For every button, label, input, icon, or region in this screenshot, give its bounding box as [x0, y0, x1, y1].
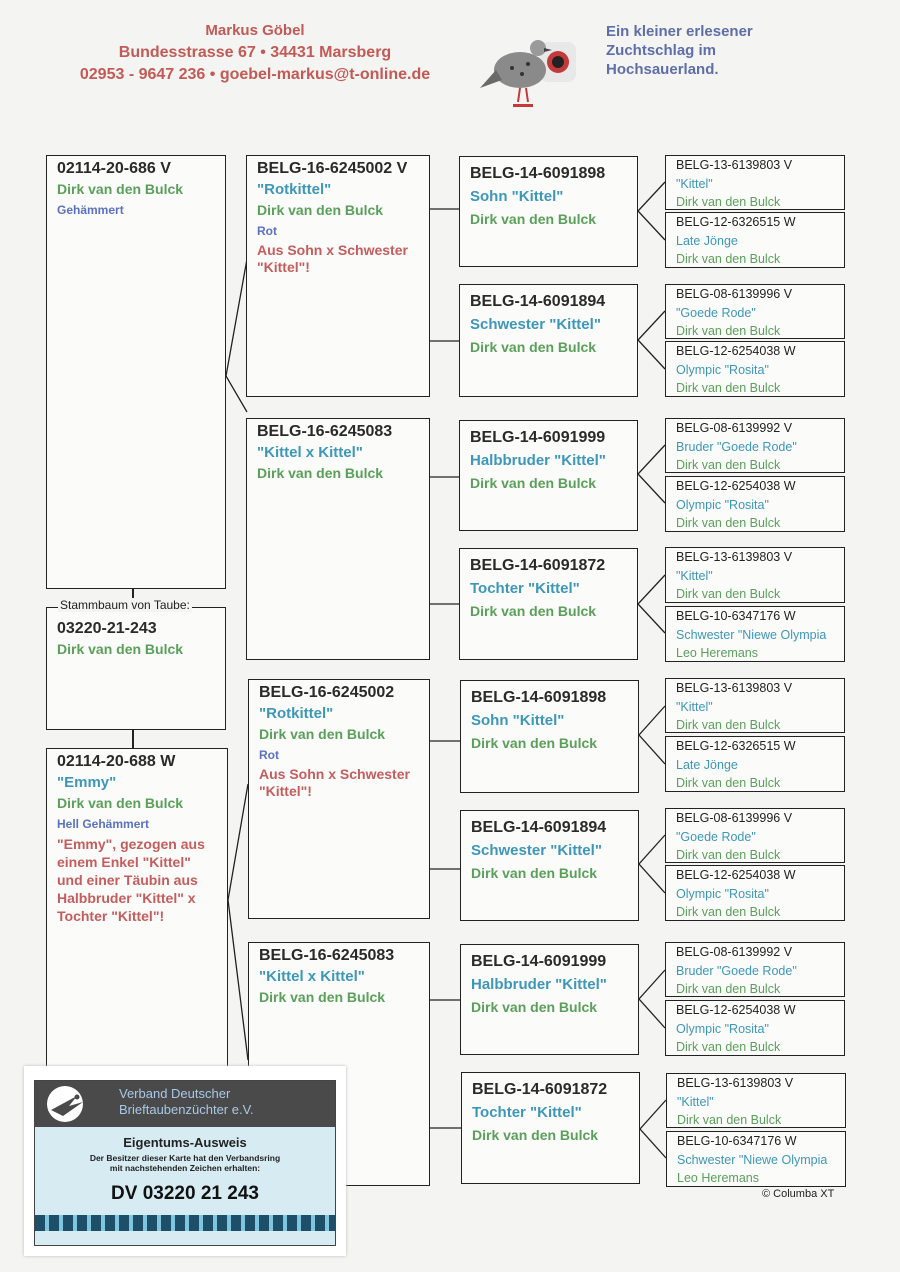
- ancestor-breeder: Dirk van den Bulck: [676, 516, 781, 530]
- dam-sire-ring: BELG-16-6245002: [259, 684, 395, 701]
- ancestor-breeder: Dirk van den Bulck: [676, 587, 781, 601]
- ownership-card-inner: [34, 1080, 336, 1246]
- ancestor-ring: BELG-13-6139803 V: [676, 158, 793, 172]
- ancestor-breeder: Dirk van den Bulck: [676, 252, 781, 266]
- ancestor-small-box: [666, 1073, 846, 1128]
- ancestor-ring: BELG-14-6091894: [470, 293, 606, 310]
- slogan-line-3: Hochsauerland.: [606, 61, 719, 78]
- ancestor-nickname: Late Jönge: [676, 233, 738, 248]
- sire-breeder: Dirk van den Bulck: [57, 181, 184, 197]
- ancestor-ring: BELG-10-6347176 W: [676, 609, 796, 623]
- sire-dam-box: [246, 418, 430, 660]
- dam-note: Halbbruder "Kittel" x: [57, 890, 196, 906]
- ancestor-small-box: [665, 1000, 845, 1056]
- slogan: [606, 22, 806, 79]
- ancestor-breeder: Dirk van den Bulck: [472, 1127, 599, 1143]
- sire-dam-nickname: "Kittel x Kittel": [257, 444, 363, 461]
- ancestor-ring: BELG-13-6139803 V: [677, 1076, 794, 1090]
- ancestor-breeder: Dirk van den Bulck: [676, 195, 781, 209]
- ancestor-breeder: Leo Heremans: [677, 1171, 759, 1185]
- ancestor-ring: BELG-14-6091898: [471, 689, 607, 706]
- card-ring-id: DV 03220 21 243: [111, 1183, 259, 1204]
- card-text: [35, 1153, 335, 1173]
- ancestor-breeder: Dirk van den Bulck: [676, 458, 781, 472]
- card-text-line: Der Besitzer dieser Karte hat den Verbandsring: [89, 1153, 281, 1163]
- ancestor-small-box: [665, 942, 845, 997]
- subject-box: [46, 607, 226, 730]
- ancestor-nickname: Olympic "Rosita": [676, 1021, 769, 1036]
- ancestor-breeder: Dirk van den Bulck: [471, 999, 598, 1015]
- dam-sire-note: Aus Sohn x Schwester: [259, 766, 410, 782]
- card-header-bar: [35, 1081, 335, 1127]
- sire-sire-breeder: Dirk van den Bulck: [257, 202, 384, 218]
- dam-note: und einer Täubin aus: [57, 872, 198, 888]
- ancestor-small-box: [665, 678, 845, 733]
- ancestor-breeder: Dirk van den Bulck: [676, 776, 781, 790]
- ancestor-ring: BELG-12-6254038 W: [676, 1003, 796, 1017]
- sire-ring: 02114-20-686 V: [57, 160, 171, 177]
- dove-logo-icon: [43, 1084, 103, 1124]
- ancestor-ring: BELG-12-6254038 W: [676, 868, 796, 882]
- sire-dam-breeder: Dirk van den Bulck: [257, 465, 384, 481]
- ancestor-small-box: [665, 808, 845, 863]
- sire-sire-note: Aus Sohn x Schwester: [257, 242, 408, 258]
- dam-sire-note: "Kittel"!: [259, 783, 312, 799]
- ancestor-nickname: Bruder "Goede Rode": [676, 963, 797, 978]
- ancestor-breeder: Dirk van den Bulck: [676, 848, 781, 862]
- ancestor-small-box: [666, 1131, 846, 1187]
- ancestor-nickname: Schwester "Niewe Olympia: [676, 627, 827, 642]
- ancestor-box: [459, 420, 638, 531]
- breeder-address: Bundesstrasse 67 • 34431 Marsberg: [118, 44, 392, 61]
- ancestor-ring: BELG-14-6091872: [470, 557, 606, 574]
- ancestor-ring: BELG-14-6091872: [472, 1081, 608, 1098]
- ancestor-nickname: Bruder "Goede Rode": [676, 439, 797, 454]
- ancestor-breeder: Dirk van den Bulck: [676, 1040, 781, 1054]
- sire-sire-ring: BELG-16-6245002 V: [257, 160, 408, 177]
- ancestor-breeder: Dirk van den Bulck: [470, 475, 597, 491]
- ancestor-small-box: [665, 865, 845, 921]
- ancestor-ring: BELG-08-6139992 V: [676, 945, 793, 959]
- sire-sire-nickname: "Rotkittel": [257, 181, 332, 198]
- breeder-contact: 02953 - 9647 236 • goebel-markus@t-online.de: [79, 66, 431, 83]
- ancestor-nickname: "Goede Rode": [676, 305, 756, 320]
- breeder-name: Markus Göbel: [205, 22, 305, 39]
- sire-sire-box: [246, 155, 430, 397]
- ancestor-nickname: Halbbruder "Kittel": [470, 452, 606, 469]
- sire-color: Gehämmert: [57, 203, 124, 217]
- dam-color: Hell Gehämmert: [57, 817, 150, 831]
- dam-dam-breeder: Dirk van den Bulck: [259, 989, 386, 1005]
- ancestor-nickname: Tochter "Kittel": [470, 580, 580, 597]
- dam-ring: 02114-20-688 W: [57, 753, 176, 770]
- pigeon-logo-icon: [478, 18, 578, 120]
- ancestor-nickname: Schwester "Kittel": [470, 316, 601, 333]
- card-pattern-band: [35, 1215, 335, 1231]
- ancestor-nickname: "Kittel": [676, 699, 713, 714]
- ancestor-small-box: [665, 155, 845, 210]
- card-text-line: mit nachstehenden Zeichen erhalten:: [109, 1163, 261, 1173]
- slogan-line-2: Zuchtschlag im: [606, 42, 717, 59]
- ancestor-small-box: [665, 606, 845, 662]
- ancestor-nickname: Sohn "Kittel": [471, 712, 565, 729]
- dam-sire-nickname: "Rotkittel": [259, 705, 334, 722]
- card-org-line: Verband Deutscher: [119, 1086, 231, 1101]
- ancestor-nickname: "Kittel": [677, 1094, 714, 1109]
- ancestor-nickname: Late Jönge: [676, 757, 738, 772]
- ancestor-box: [459, 284, 638, 397]
- ancestor-ring: BELG-14-6091999: [470, 429, 606, 446]
- sire-box: [46, 155, 226, 589]
- copyright-notice: © Columba XT: [762, 1188, 835, 1200]
- ancestor-ring: BELG-12-6254038 W: [676, 344, 796, 358]
- ancestor-nickname: Sohn "Kittel": [470, 188, 564, 205]
- ancestor-ring: BELG-14-6091999: [471, 953, 607, 970]
- dam-note: Tochter "Kittel"!: [57, 908, 165, 924]
- ancestor-ring: BELG-14-6091894: [471, 819, 607, 836]
- ownership-card: [24, 1066, 346, 1256]
- ancestor-nickname: "Kittel": [676, 176, 713, 191]
- dam-sire-color: Rot: [259, 748, 279, 762]
- ancestor-breeder: Dirk van den Bulck: [470, 603, 597, 619]
- dam-note: "Emmy", gezogen aus: [57, 836, 205, 852]
- dam-nickname: "Emmy": [57, 774, 117, 791]
- sire-sire-color: Rot: [257, 224, 277, 238]
- breeder-contact-header: [40, 20, 470, 86]
- ancestor-ring: BELG-12-6326515 W: [676, 739, 796, 753]
- ancestor-ring: BELG-08-6139996 V: [676, 287, 793, 301]
- connector-line: [132, 729, 134, 749]
- ancestor-box: [460, 944, 639, 1055]
- ancestor-box: [459, 548, 638, 660]
- ancestor-breeder: Leo Heremans: [676, 646, 758, 660]
- ancestor-breeder: Dirk van den Bulck: [676, 381, 781, 395]
- ancestor-breeder: Dirk van den Bulck: [676, 982, 781, 996]
- ancestor-nickname: "Goede Rode": [676, 829, 756, 844]
- ancestor-ring: BELG-08-6139996 V: [676, 811, 793, 825]
- dam-dam-nickname: "Kittel x Kittel": [259, 968, 365, 985]
- ancestor-box: [460, 680, 639, 793]
- ancestor-breeder: Dirk van den Bulck: [471, 865, 598, 881]
- ancestor-nickname: Schwester "Kittel": [471, 842, 602, 859]
- dam-sire-box: [248, 679, 430, 919]
- dam-breeder: Dirk van den Bulck: [57, 795, 184, 811]
- slogan-line-1: Ein kleiner erlesener: [606, 23, 753, 40]
- ancestor-small-box: [665, 212, 845, 268]
- ancestor-ring: BELG-12-6326515 W: [676, 215, 796, 229]
- ancestor-breeder: Dirk van den Bulck: [676, 905, 781, 919]
- ancestor-box: [460, 810, 639, 921]
- card-title: Eigentums-Ausweis: [123, 1135, 247, 1150]
- ancestor-small-box: [665, 284, 845, 339]
- ancestor-nickname: "Kittel": [676, 568, 713, 583]
- ancestor-box: [459, 156, 638, 267]
- ancestor-nickname: Schwester "Niewe Olympia: [677, 1152, 828, 1167]
- ancestor-breeder: Dirk van den Bulck: [676, 718, 781, 732]
- ancestor-small-box: [665, 476, 845, 532]
- ancestor-ring: BELG-12-6254038 W: [676, 479, 796, 493]
- ancestor-nickname: Tochter "Kittel": [472, 1104, 582, 1121]
- ancestor-breeder: Dirk van den Bulck: [470, 211, 597, 227]
- ancestor-nickname: Halbbruder "Kittel": [471, 976, 607, 993]
- dam-dam-ring: BELG-16-6245083: [259, 947, 395, 964]
- pedigree-label: Stammbaum von Taube:: [60, 598, 190, 612]
- ancestor-small-box: [665, 736, 845, 792]
- card-org-line: Brieftaubenzüchter e.V.: [119, 1102, 254, 1117]
- dam-note: einem Enkel "Kittel": [57, 854, 191, 870]
- sire-dam-ring: BELG-16-6245083: [257, 423, 393, 440]
- sire-sire-note: "Kittel"!: [257, 259, 310, 275]
- subject-ring: 03220-21-243: [57, 620, 157, 637]
- ancestor-small-box: [665, 418, 845, 473]
- dam-sire-breeder: Dirk van den Bulck: [259, 726, 386, 742]
- ancestor-nickname: Olympic "Rosita": [676, 497, 769, 512]
- ancestor-breeder: Dirk van den Bulck: [470, 339, 597, 355]
- ancestor-ring: BELG-14-6091898: [470, 165, 606, 182]
- ancestor-ring: BELG-13-6139803 V: [676, 681, 793, 695]
- dam-box: [46, 748, 228, 1070]
- ancestor-ring: BELG-10-6347176 W: [677, 1134, 797, 1148]
- ancestor-small-box: [665, 341, 845, 397]
- ancestor-box: [461, 1072, 640, 1184]
- ancestor-breeder: Dirk van den Bulck: [677, 1113, 782, 1127]
- ancestor-nickname: Olympic "Rosita": [676, 886, 769, 901]
- ancestor-ring: BELG-13-6139803 V: [676, 550, 793, 564]
- ancestor-small-box: [665, 547, 845, 603]
- ancestor-ring: BELG-08-6139992 V: [676, 421, 793, 435]
- subject-breeder: Dirk van den Bulck: [57, 641, 184, 657]
- card-organization: [119, 1086, 254, 1118]
- ancestor-breeder: Dirk van den Bulck: [676, 324, 781, 338]
- ancestor-nickname: Olympic "Rosita": [676, 362, 769, 377]
- ancestor-breeder: Dirk van den Bulck: [471, 735, 598, 751]
